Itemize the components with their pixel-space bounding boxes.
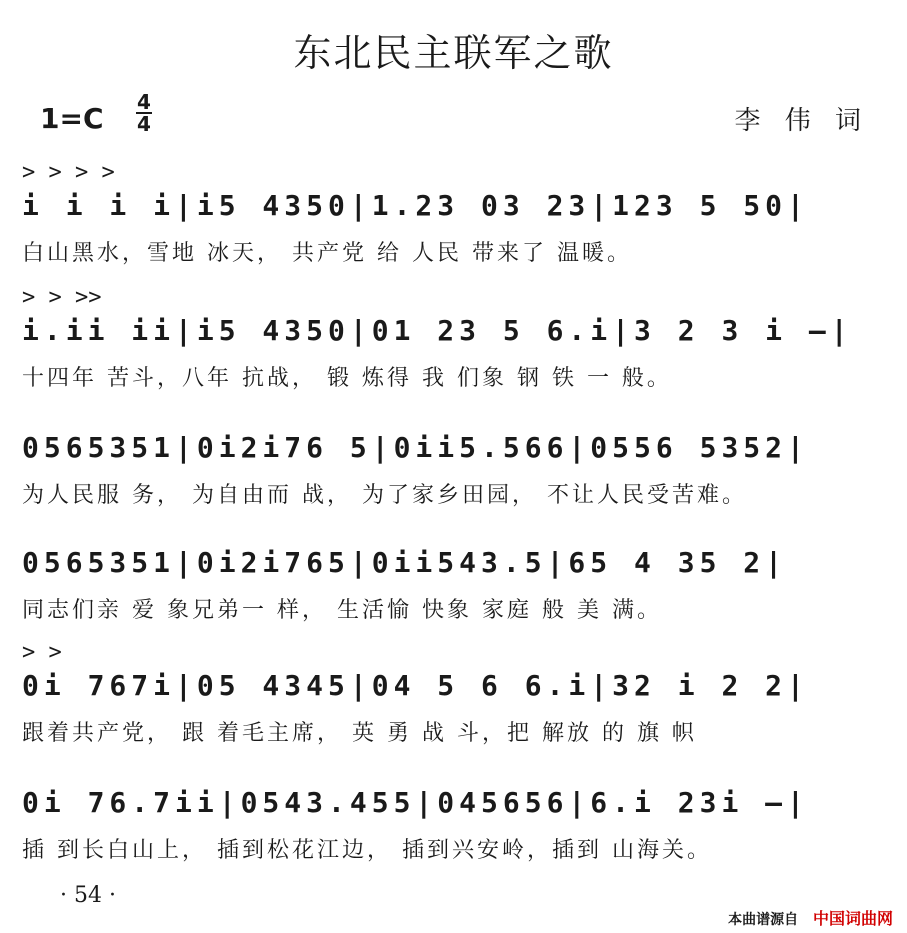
- lyrics-line: 为人民服 务， 为自由而 战， 为了家乡田园， 不让人民受苦难。: [22, 483, 747, 508]
- time-signature-top: 4: [137, 90, 151, 114]
- notation-line: i i i i|i5 4350|1.23 03 23|123 5 50|: [22, 189, 809, 222]
- accent-marks: > > >>: [22, 285, 102, 310]
- accent-marks: > > > >: [22, 160, 115, 185]
- lyrics-line: 插 到长白山上， 插到松花江边， 插到兴安岭，插到 山海关。: [22, 838, 712, 863]
- notation-line: 0i 76.7ii|0543.455|045656|6.i 23i —|: [22, 786, 809, 819]
- lyrics-line: 十四年 苦斗，八年 抗战， 锻 炼得 我 们象 钢 铁 一 般。: [22, 366, 672, 391]
- key-signature: 1=C: [40, 102, 104, 135]
- source-label: 本曲谱源自: [728, 912, 799, 928]
- time-signature-bottom: 4: [137, 112, 151, 136]
- notation-line: 0565351|0i2i765|0ii543.5|65 4 35 2|: [22, 546, 788, 579]
- notation-line: 0i 767i|05 4345|04 5 6 6.i|32 i 2 2|: [22, 669, 809, 702]
- notation-line: 0565351|0i2i76 5|0ii5.566|0556 5352|: [22, 431, 809, 464]
- accent-marks: > >: [22, 640, 62, 665]
- lyrics-line: 同志们亲 爱 象兄弟一 样， 生活愉 快象 家庭 般 美 满。: [22, 598, 662, 623]
- song-title: 东北民主联军之歌: [293, 31, 614, 75]
- source-footer: [728, 906, 893, 929]
- lyricist-credit: 李 伟 词: [734, 106, 869, 136]
- time-signature: [136, 92, 152, 134]
- lyrics-line: 跟着共产党， 跟 着毛主席， 英 勇 战 斗，把 解放 的 旗 帜: [22, 721, 697, 746]
- lyrics-line: 白山黑水，雪地 冰天， 共产党 给 人民 带来了 温暖。: [22, 241, 632, 266]
- notation-line: i.ii ii|i5 4350|01 23 5 6.i|3 2 3 i —|: [22, 314, 853, 347]
- source-site-link[interactable]: 中国词曲网: [812, 909, 893, 928]
- page-number: · 54 ·: [60, 883, 116, 908]
